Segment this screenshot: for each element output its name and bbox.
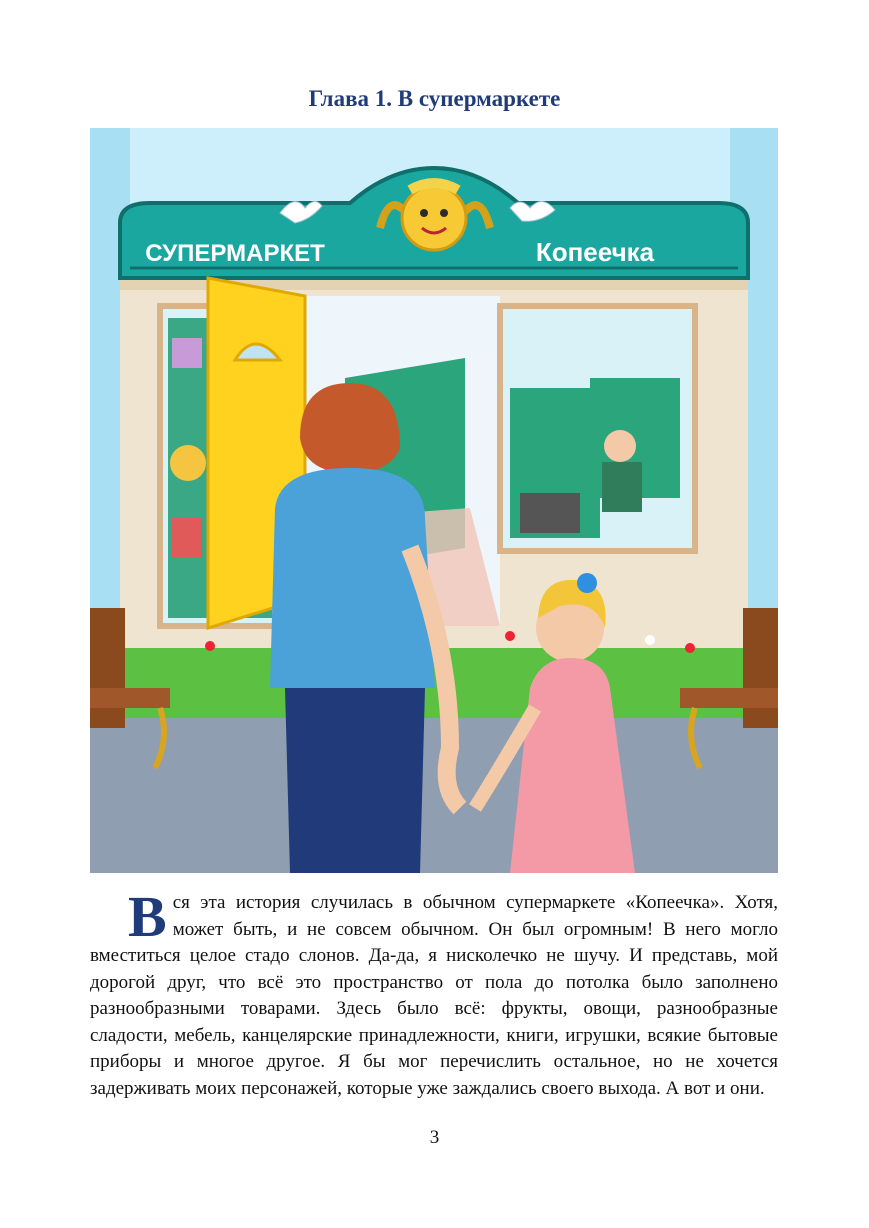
store-sign-left-text: СУПЕРМАРКЕТ — [145, 240, 325, 267]
story-paragraph-text: ся эта история случилась в обычном супермаркете «Копеечка». Хотя, может быть, и не совсем обычном. Он был огромным! В него могло вместиться целое стадо слонов. Да-да, я нисколечко не шучу. И представь, мой дорогой друг, что всё это пространство от пола до потолка было заполнено разнообразными товарами. Здесь было всё: фрукты, овощи, разнообразные сладости, мебель, канцелярские принадлежности, книги, игрушки, всякие бытовые приборы и многое другое. Я бы мог перечислить остальное, но не хочется задерживать моих персонажей, которые уже заждались своего выхода. А вот и они. — [90, 892, 778, 1099]
cashier — [604, 430, 636, 462]
cash-register — [520, 493, 580, 533]
supermarket-illustration — [90, 128, 778, 873]
chapter-title: Глава 1. В супермаркете — [308, 86, 561, 111]
page-number: 3 — [429, 1127, 440, 1148]
store-sign-right-text: Копеечка — [535, 237, 655, 267]
drop-cap-letter: В — [128, 884, 167, 949]
story-paragraph — [90, 884, 778, 1102]
pavement — [90, 718, 778, 873]
